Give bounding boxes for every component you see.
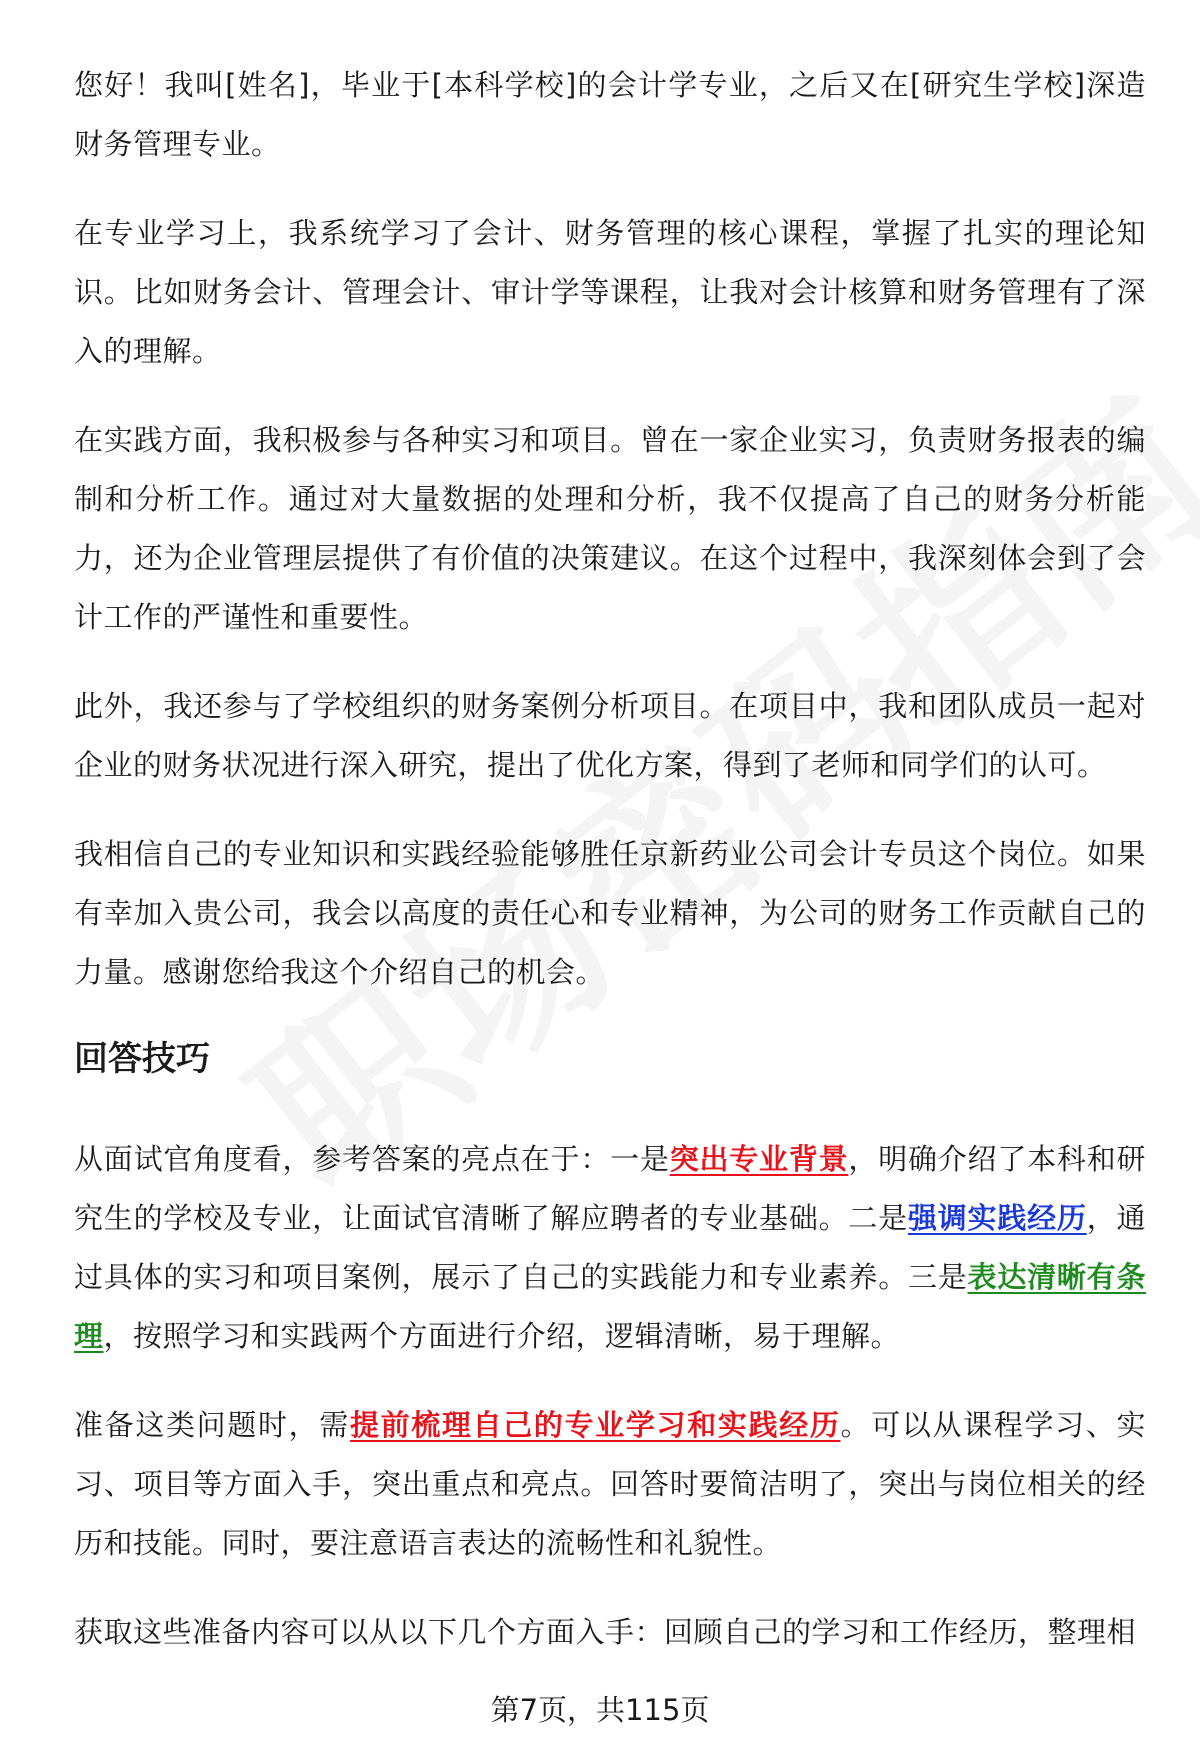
- tips-text: 。可以从课程学习、实习、项目等方面入手，突出重点和亮点。回答时要简洁明了，突出与岗位相关的经历和技能。同时，要注意语言表达的流畅性和礼貌性。: [74, 1408, 1146, 1560]
- highlight-clear-expression: 表达清晰有条理: [74, 1260, 1146, 1353]
- document-content: [74, 56, 1146, 1692]
- highlight-professional-background: 突出专业背景: [669, 1142, 849, 1176]
- page-number: 第7页，共115页: [490, 1693, 710, 1727]
- section-title: 回答技巧: [74, 1039, 210, 1079]
- paragraph-closing: 我相信自己的专业知识和实践经验能够胜任京新药业公司会计专员这个岗位。如果有幸加入贵公司，我会以高度的责任心和专业精神，为公司的财务工作贡献自己的力量。感谢您给我这个介绍自己的机会。: [74, 837, 1146, 989]
- tips-text: ，按照学习和实践两个方面进行介绍，逻辑清晰，易于理解。: [103, 1319, 901, 1353]
- tips-text: ，明确介绍了本科和研究生的学校及专业，让面试官清晰了解应聘者的专业基础。二是: [74, 1142, 1146, 1235]
- tips-text: 准备这类问题时，需: [74, 1408, 350, 1442]
- paragraph-intro: 您好！我叫[姓名]，毕业于[本科学校]的会计学专业，之后又在[研究生学校]深造财务管理专业。: [74, 68, 1146, 161]
- paragraph-project: 此外，我还参与了学校组织的财务案例分析项目。在项目中，我和团队成员一起对企业的财务状况进行深入研究，提出了优化方案，得到了老师和同学们的认可。: [74, 689, 1146, 782]
- highlight-practice-experience: 强调实践经历: [907, 1201, 1087, 1235]
- paragraph-practice: 在实践方面，我积极参与各种实习和项目。曾在一家企业实习，负责财务报表的编制和分析工作。通过对大量数据的处理和分析，我不仅提高了自己的财务分析能力，还为企业管理层提供了有价值的决策建议。在这个过程中，我深刻体会到了会计工作的严谨性和重要性。: [74, 423, 1146, 634]
- tips-paragraph-sources: 获取这些准备内容可以从以下几个方面入手：回顾自己的学习和工作经历，整理相: [74, 1615, 1137, 1649]
- paragraph-study: 在专业学习上，我系统学习了会计、财务管理的核心课程，掌握了扎实的理论知识。比如财务会计、管理会计、审计学等课程，让我对会计核算和财务管理有了深入的理解。: [74, 216, 1146, 368]
- highlight-review-experience: 提前梳理自己的专业学习和实践经历: [349, 1408, 841, 1442]
- tips-paragraph-preparation: [74, 1396, 1146, 1573]
- tips-text: ，通过具体的实习和项目案例，展示了自己的实践能力和专业素养。三是: [74, 1201, 1146, 1294]
- tips-paragraph-highlights: [74, 1130, 1146, 1366]
- tips-text: 从面试官角度看，参考答案的亮点在于：一是: [74, 1142, 670, 1176]
